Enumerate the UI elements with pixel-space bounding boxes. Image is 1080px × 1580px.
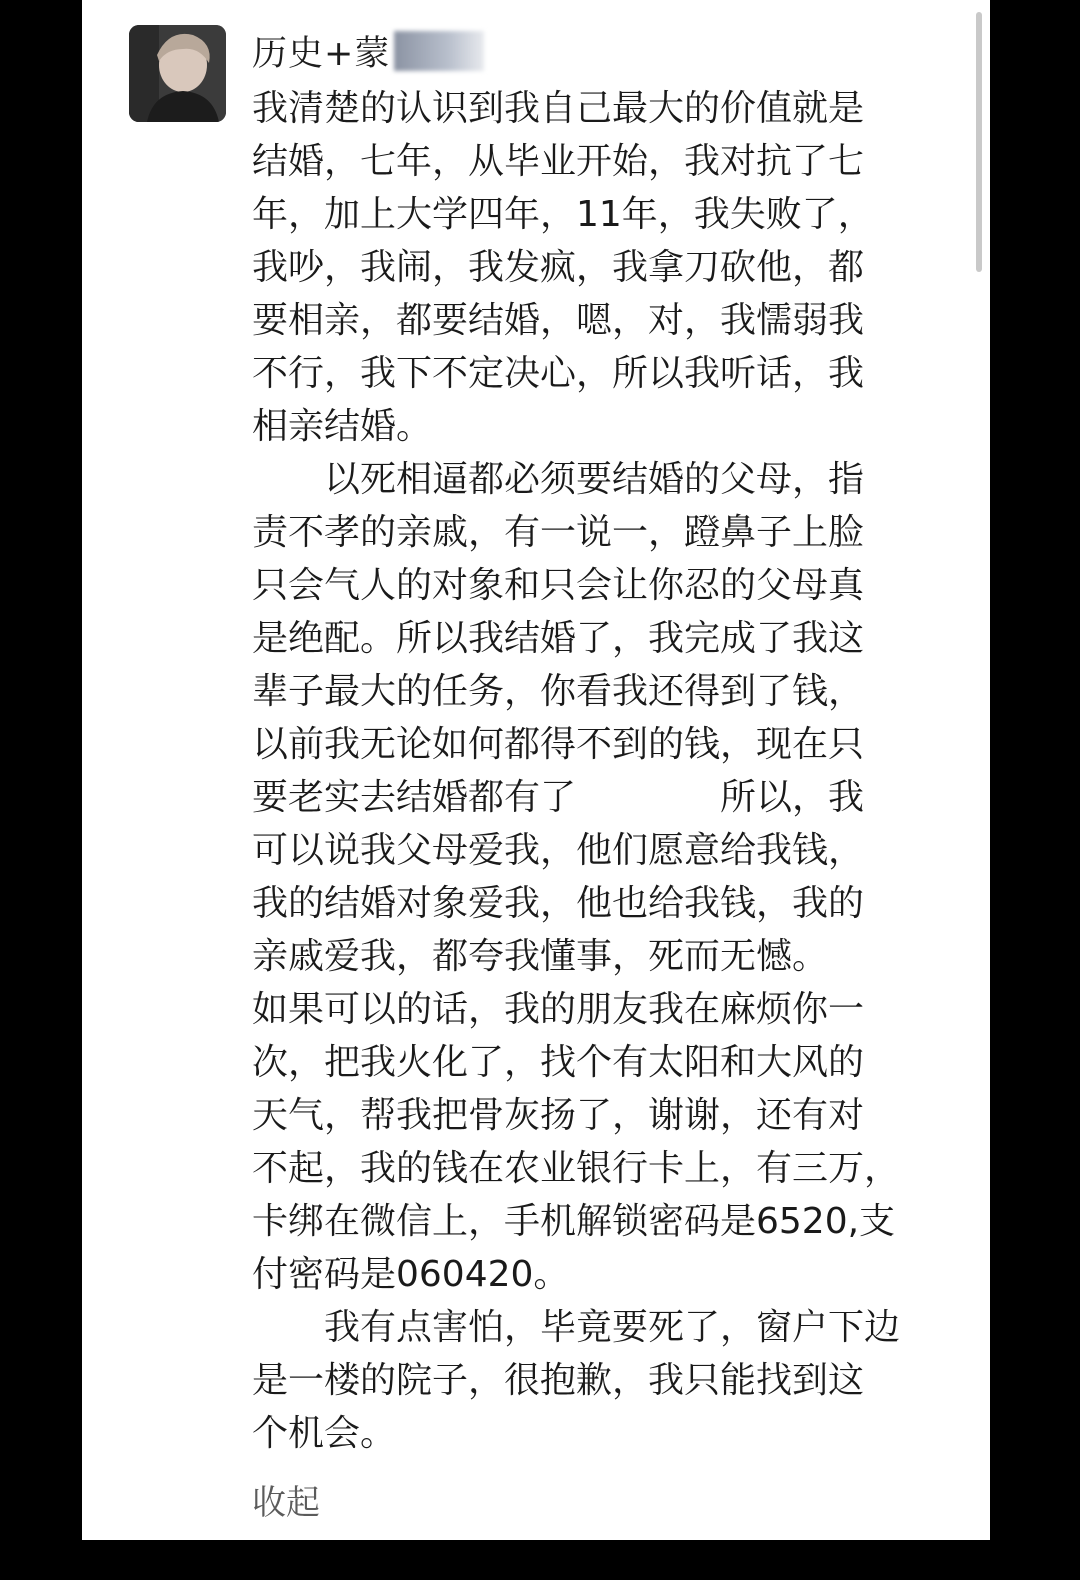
nickname-redaction (394, 31, 484, 71)
post-text-line: 以前我无论如何都得不到的钱，现在只 (252, 724, 865, 765)
nickname[interactable] (252, 26, 484, 76)
post-text-line: 如果可以的话，我的朋友我在麻烦你一 (252, 989, 865, 1030)
post-text-line: 年，加上大学四年，11年，我失败了， (252, 194, 874, 235)
post-text-line: 卡绑在微信上，手机解锁密码是6520,支 (252, 1201, 896, 1242)
post-text-line: 责不孝的亲戚，有一说一，蹬鼻子上脸 (252, 512, 865, 553)
post-text-line: 不行，我下不定决心，所以我听话，我 (252, 353, 865, 394)
scrollbar[interactable] (976, 12, 982, 272)
post-text-line: 以死相逼都必须要结婚的父母，指 (252, 459, 865, 500)
post-text-line: 我的结婚对象爱我，他也给我钱，我的 (252, 883, 865, 924)
post-text (252, 82, 944, 1460)
post-text-line: 我吵，我闹，我发疯，我拿刀砍他，都 (252, 247, 865, 288)
post-text-line: 要老实去结婚都有了 所以，我 (252, 777, 865, 818)
post-text-line: 个机会。 (252, 1413, 397, 1454)
bottom-bar (0, 1540, 1080, 1580)
collapse-link[interactable]: 收起 (252, 1483, 320, 1523)
post-text-line: 辈子最大的任务，你看我还得到了钱， (252, 671, 865, 712)
post-text-line: 付密码是060420。 (252, 1254, 570, 1295)
post-text-line: 次，把我火化了，找个有太阳和大风的 (252, 1042, 865, 1083)
post-text-line: 不起，我的钱在农业银行卡上，有三万， (252, 1148, 901, 1189)
post-text-line: 我有点害怕，毕竟要死了，窗户下边 (252, 1307, 901, 1348)
post-text-line: 相亲结婚。 (252, 406, 433, 447)
avatar-photo-icon (129, 25, 226, 122)
post-text-line: 我清楚的认识到我自己最大的价值就是 (252, 88, 865, 129)
post-text-line: 是一楼的院子，很抱歉，我只能找到这 (252, 1360, 865, 1401)
post-text-line: 是绝配。所以我结婚了，我完成了我这 (252, 618, 865, 659)
avatar[interactable] (129, 25, 226, 122)
post-text-line: 要相亲，都要结婚，嗯，对，我懦弱我 (252, 300, 865, 341)
post-text-line: 结婚，七年，从毕业开始，我对抗了七 (252, 141, 865, 182)
nickname-text: 历史+蒙 (252, 34, 391, 74)
post-text-line: 可以说我父母爱我，他们愿意给我钱， (252, 830, 865, 871)
post-text-line: 只会气人的对象和只会让你忍的父母真 (252, 565, 865, 606)
post-text-line: 亲戚爱我，都夸我懂事，死而无憾。 (252, 936, 829, 977)
post-text-line: 天气，帮我把骨灰扬了，谢谢，还有对 (252, 1095, 865, 1136)
